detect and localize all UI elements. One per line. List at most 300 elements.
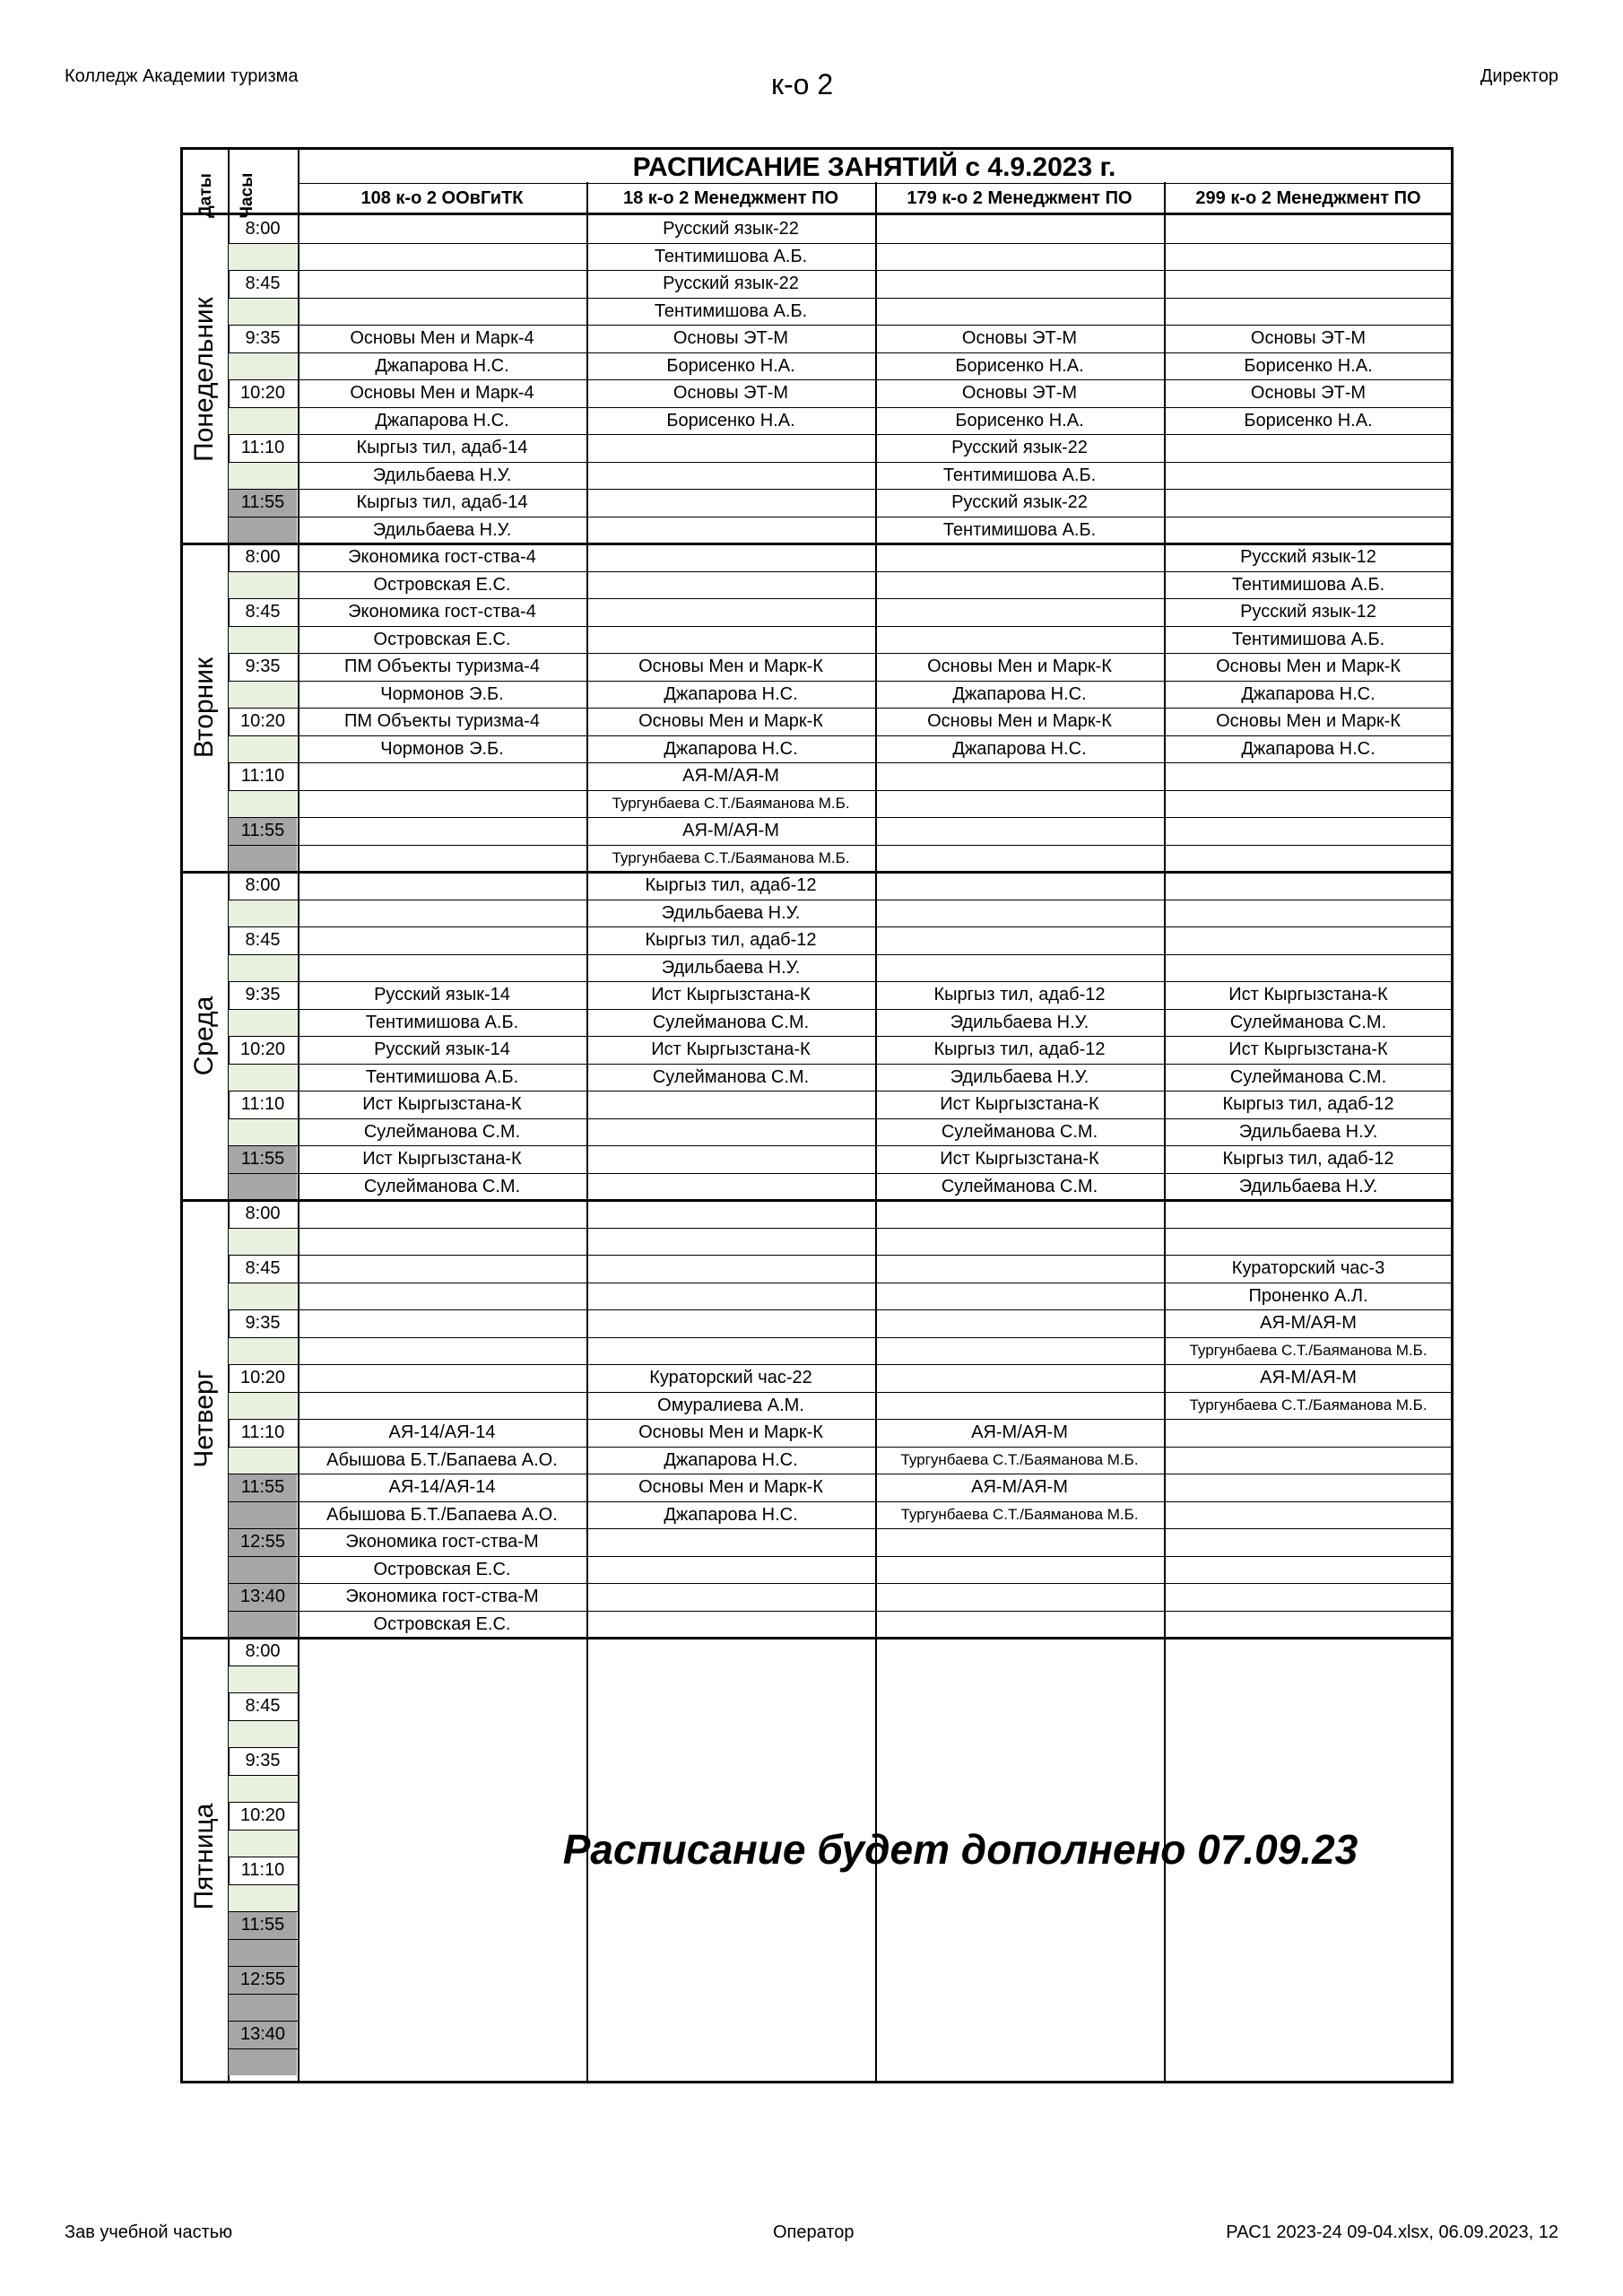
time-shade — [229, 900, 297, 927]
time-slot: 9:35 — [245, 328, 281, 348]
lesson-cell: Русский язык-22 — [663, 219, 799, 239]
lesson-cell — [298, 270, 586, 297]
lesson-cell: АЯ-М/АЯ-М — [1260, 1313, 1357, 1333]
lesson-cell: Островская Е.С. — [373, 629, 511, 649]
lesson-cell — [1164, 845, 1453, 872]
time-shade — [229, 2048, 297, 2076]
lesson-cell — [1164, 872, 1453, 899]
time-shade — [229, 1665, 297, 1693]
group-header-179: 179 к-о 2 Менеджмент ПО — [907, 188, 1133, 208]
lesson-cell: Ист Кыргызстана-К — [651, 1039, 811, 1059]
lesson-cell: Абышова Б.Т./Бапаева А.О. — [326, 1449, 558, 1470]
time-shade — [229, 1501, 297, 1529]
lesson-cell: Чормонов Э.Б. — [380, 738, 504, 759]
lesson-cell — [1164, 215, 1453, 242]
lesson-cell: Джапарова Н.С. — [1241, 683, 1376, 704]
time-slot: 10:20 — [239, 383, 286, 403]
lesson-cell: АЯ-М/АЯ-М — [971, 1422, 1068, 1442]
time-shade — [229, 954, 297, 982]
time-slot: 11:55 — [240, 1477, 285, 1497]
lesson-cell: Сулейманова С.М. — [941, 1176, 1098, 1196]
row-divider — [228, 1692, 298, 1693]
schedule-table — [180, 147, 1454, 2083]
lesson-cell — [586, 1309, 875, 1336]
lesson-cell — [1164, 1474, 1453, 1500]
lesson-cell: Основы ЭТ-М — [1250, 328, 1367, 348]
lesson-cell — [1164, 954, 1453, 981]
lesson-cell: АЯ-М/АЯ-М — [971, 1477, 1068, 1497]
lesson-cell — [586, 1337, 875, 1364]
lesson-cell — [298, 1255, 586, 1282]
lesson-cell: Ист Кыргызстана-К — [362, 1149, 522, 1169]
lesson-cell: Основы Мен и Марк-К — [638, 711, 823, 731]
lesson-cell: Тургунбаева С.Т./Баяманова М.Б. — [612, 848, 850, 866]
lesson-cell — [875, 544, 1164, 570]
row-divider — [228, 1720, 298, 1721]
lesson-cell — [875, 872, 1164, 899]
lesson-cell — [1164, 298, 1453, 325]
lesson-cell: Борисенко Н.А. — [666, 410, 795, 430]
lesson-cell — [875, 215, 1164, 242]
lesson-cell — [1164, 434, 1453, 461]
time-slot: 9:35 — [245, 657, 281, 676]
lesson-cell — [586, 434, 875, 461]
lesson-cell — [586, 1173, 875, 1200]
lesson-cell: Тургунбаева С.Т./Баяманова М.Б. — [900, 1505, 1139, 1523]
lesson-cell — [1164, 762, 1453, 789]
lesson-cell: Джапарова Н.С. — [952, 683, 1087, 704]
time-slot: 8:00 — [245, 547, 281, 567]
row-divider — [228, 1802, 298, 1803]
lesson-cell: ПМ Объекты туризма-4 — [344, 657, 540, 676]
lesson-cell — [1164, 517, 1453, 544]
lesson-cell: Эдильбаева Н.У. — [950, 1066, 1089, 1087]
lesson-cell — [875, 1255, 1164, 1282]
lesson-cell: Экономика гост-ства-М — [345, 1532, 539, 1552]
time-slot: 8:45 — [245, 602, 281, 622]
lesson-cell — [875, 1309, 1164, 1336]
lesson-cell: Борисенко Н.А. — [1244, 410, 1373, 430]
lesson-cell: Основы Мен и Марк-К — [638, 1422, 823, 1442]
lesson-cell: Сулейманова С.М. — [363, 1176, 521, 1196]
footer-head-of-studies: Зав учебной частью — [65, 2222, 233, 2242]
lesson-cell: Кыргыз тил, адаб-12 — [1222, 1149, 1394, 1169]
lesson-cell — [875, 762, 1164, 789]
lesson-cell: Тургунбаева С.Т./Баяманова М.Б. — [1189, 1396, 1428, 1413]
lesson-cell — [875, 298, 1164, 325]
time-slot: 8:45 — [245, 274, 281, 293]
lesson-cell: Основы ЭТ-М — [1250, 383, 1367, 403]
lesson-cell: Основы Мен и Марк-К — [638, 657, 823, 676]
lesson-cell — [586, 1255, 875, 1282]
group-header-18: 18 к-о 2 Менеджмент ПО — [622, 188, 839, 208]
lesson-cell — [298, 1228, 586, 1255]
day-label: Пятница — [189, 1803, 219, 1910]
time-slot: 11:10 — [240, 438, 285, 457]
lesson-cell: Островская Е.С. — [373, 574, 511, 595]
lesson-cell: Русский язык-22 — [663, 274, 799, 293]
time-shade — [229, 571, 297, 599]
time-slot: 11:55 — [240, 821, 285, 840]
time-shade — [229, 1994, 297, 2022]
lesson-cell — [586, 1228, 875, 1255]
lesson-cell — [586, 1528, 875, 1555]
row-divider — [228, 1830, 298, 1831]
lesson-cell — [586, 544, 875, 570]
time-shade — [229, 1884, 297, 1912]
lesson-cell: Тентимишова А.Б. — [365, 1066, 519, 1087]
lesson-cell — [1164, 817, 1453, 844]
lesson-cell: Сулейманова С.М. — [1229, 1012, 1387, 1032]
time-slot: 11:10 — [240, 1860, 285, 1880]
lesson-cell: Эдильбаева Н.У. — [1238, 1176, 1378, 1196]
time-shade — [229, 1009, 297, 1037]
lesson-cell: Джапарова Н.С. — [664, 683, 798, 704]
group-header-108: 108 к-о 2 ООвГиТК — [360, 188, 524, 208]
time-shade — [229, 517, 297, 544]
lesson-cell: Тургунбаева С.Т./Баяманова М.Б. — [1189, 1341, 1428, 1359]
lesson-cell: АЯ-14/АЯ-14 — [388, 1422, 496, 1442]
row-divider — [228, 1966, 298, 1967]
lesson-cell: Тентимишова А.Б. — [942, 519, 1097, 540]
lesson-cell: Основы ЭТ-М — [961, 383, 1078, 403]
lesson-cell: Основы Мен и Марк-К — [927, 711, 1112, 731]
lesson-cell — [298, 872, 586, 899]
day-divider — [183, 1637, 1451, 1639]
lesson-cell — [586, 598, 875, 625]
lesson-cell — [875, 845, 1164, 872]
lesson-cell: Кыргыз тил, адаб-12 — [645, 875, 817, 895]
lesson-cell: Сулейманова С.М. — [363, 1121, 521, 1142]
lesson-cell: Тентимишова А.Б. — [1231, 629, 1385, 649]
lesson-cell: Тентимишова А.Б. — [365, 1012, 519, 1032]
lesson-cell: Основы Мен и Марк-К — [638, 1477, 823, 1497]
friday-note: Расписание будет дополнено 07.09.23 — [562, 1826, 1358, 1873]
day-label: Понедельник — [189, 297, 219, 462]
lesson-cell: Тентимишова А.Б. — [654, 246, 808, 266]
lesson-cell — [875, 571, 1164, 598]
time-shade — [229, 681, 297, 709]
row-divider — [228, 1884, 298, 1885]
time-slot: 13:40 — [239, 2024, 286, 2044]
day-label: Среда — [189, 996, 219, 1076]
lesson-cell: Омуралиева А.М. — [657, 1395, 804, 1415]
lesson-cell — [1164, 1611, 1453, 1638]
lesson-cell — [298, 1200, 586, 1227]
lesson-cell: Ист Кыргызстана-К — [940, 1094, 1099, 1114]
lesson-cell: Основы Мен и Марк-К — [1216, 657, 1401, 676]
time-shade — [229, 1064, 297, 1091]
lesson-cell: Сулейманова С.М. — [652, 1012, 810, 1032]
lesson-cell: Основы ЭТ-М — [673, 383, 789, 403]
time-shade — [229, 352, 297, 380]
time-slot: 11:10 — [240, 766, 285, 786]
lesson-cell: Кураторский час-3 — [1231, 1258, 1385, 1278]
lesson-cell — [875, 1200, 1164, 1227]
lesson-cell: АЯ-14/АЯ-14 — [388, 1477, 496, 1497]
lesson-cell — [1164, 1583, 1453, 1610]
lesson-cell: Тентимишова А.Б. — [942, 465, 1097, 485]
row-divider — [228, 1994, 298, 1995]
lesson-cell — [298, 845, 586, 872]
lesson-cell — [298, 817, 586, 844]
lesson-cell: Ист Кыргызстана-К — [362, 1094, 522, 1114]
lesson-cell — [875, 598, 1164, 625]
lesson-cell — [298, 215, 586, 242]
lesson-cell — [298, 1337, 586, 1364]
lesson-cell: АЯ-М/АЯ-М — [1260, 1368, 1357, 1387]
lesson-cell — [875, 790, 1164, 817]
time-slot: 11:55 — [240, 1149, 285, 1169]
lesson-cell — [875, 1528, 1164, 1555]
time-shade — [229, 1447, 297, 1474]
footer-operator: Оператор — [773, 2222, 855, 2242]
lesson-cell: Джапарова Н.С. — [952, 738, 1087, 759]
lesson-cell: Русский язык-12 — [1240, 547, 1376, 567]
lesson-cell: Островская Е.С. — [373, 1613, 511, 1634]
lesson-cell: Эдильбаева Н.У. — [661, 902, 801, 923]
time-slot: 8:00 — [245, 875, 281, 895]
lesson-cell: Борисенко Н.А. — [1244, 355, 1373, 376]
lesson-cell: Сулейманова С.М. — [652, 1066, 810, 1087]
header-college-name: Колледж Академии туризма — [65, 66, 299, 86]
lesson-cell: Экономика гост-ства-М — [345, 1587, 539, 1606]
lesson-cell — [586, 1583, 875, 1610]
time-shade — [229, 626, 297, 654]
lesson-cell — [298, 762, 586, 789]
time-shade — [229, 462, 297, 490]
lesson-cell: Русский язык-22 — [951, 492, 1088, 512]
lesson-cell — [586, 462, 875, 489]
lesson-cell: Русский язык-14 — [374, 985, 510, 1004]
lesson-cell — [298, 1392, 586, 1419]
lesson-cell — [875, 926, 1164, 953]
lesson-cell: Ист Кыргызстана-К — [1228, 1039, 1388, 1059]
lesson-cell: АЯ-М/АЯ-М — [682, 766, 779, 786]
lesson-cell: Джапарова Н.С. — [375, 410, 509, 430]
lesson-cell — [875, 1337, 1164, 1364]
lesson-cell: Эдильбаева Н.У. — [661, 957, 801, 978]
lesson-cell — [875, 1583, 1164, 1610]
lesson-cell — [1164, 489, 1453, 516]
lesson-cell: Кыргыз тил, адаб-14 — [356, 438, 528, 457]
lesson-cell — [586, 1556, 875, 1583]
lesson-cell — [1164, 1501, 1453, 1528]
time-slot: 8:00 — [245, 1204, 281, 1223]
lesson-cell — [298, 243, 586, 270]
lesson-cell: Джапарова Н.С. — [664, 1449, 798, 1470]
time-slot: 10:20 — [239, 711, 286, 731]
time-slot: 11:10 — [240, 1094, 285, 1114]
lesson-cell: Эдильбаева Н.У. — [950, 1012, 1089, 1032]
lesson-cell — [1164, 1228, 1453, 1255]
lesson-cell: Ист Кыргызстана-К — [940, 1149, 1099, 1169]
lesson-cell — [1164, 900, 1453, 926]
lesson-cell — [1164, 1556, 1453, 1583]
row-divider — [228, 1665, 298, 1666]
time-shade — [229, 1720, 297, 1748]
lesson-cell — [875, 1228, 1164, 1255]
title-divider — [298, 183, 1451, 184]
lesson-cell — [1164, 1200, 1453, 1227]
lesson-cell — [586, 1091, 875, 1118]
time-slot: 11:10 — [240, 1422, 285, 1442]
lesson-cell — [586, 1200, 875, 1227]
time-slot: 8:45 — [245, 1258, 281, 1278]
lesson-cell: Эдильбаева Н.У. — [1238, 1121, 1378, 1142]
time-slot: 9:35 — [245, 1313, 281, 1333]
lesson-cell: Эдильбаева Н.У. — [372, 465, 512, 485]
lesson-cell: Основы Мен и Марк-К — [1216, 711, 1401, 731]
time-shade — [229, 735, 297, 763]
lesson-cell: Кыргыз тил, адаб-14 — [356, 492, 528, 512]
lesson-cell — [1164, 1447, 1453, 1474]
lesson-cell — [875, 1556, 1164, 1583]
lesson-cell: Сулейманова С.М. — [1229, 1066, 1387, 1087]
time-shade — [229, 1830, 297, 1857]
lesson-cell — [298, 954, 586, 981]
lesson-cell — [1164, 1419, 1453, 1446]
time-shade — [229, 243, 297, 271]
time-slot: 8:45 — [245, 930, 281, 950]
lesson-cell — [1164, 462, 1453, 489]
time-slot: 12:55 — [239, 1970, 286, 1989]
lesson-cell: Кыргыз тил, адаб-12 — [933, 985, 1106, 1004]
lesson-cell: Основы Мен и Марк-К — [927, 657, 1112, 676]
lesson-cell: Чормонов Э.Б. — [380, 683, 504, 704]
lesson-cell — [298, 298, 586, 325]
time-shade — [229, 1173, 297, 1201]
time-slot: 8:45 — [245, 1696, 281, 1716]
time-shade — [229, 1392, 297, 1420]
day-label: Четверг — [189, 1370, 219, 1468]
lesson-cell — [875, 243, 1164, 270]
row-divider — [228, 2048, 298, 2049]
lesson-cell — [586, 626, 875, 653]
lesson-cell: Кураторский час-22 — [649, 1368, 812, 1387]
lesson-cell: Экономика гост-ства-4 — [348, 602, 536, 622]
lesson-cell — [586, 1283, 875, 1309]
lesson-cell — [875, 1364, 1164, 1391]
time-slot: 10:20 — [239, 1805, 286, 1825]
lesson-cell: Островская Е.С. — [373, 1559, 511, 1579]
row-divider — [228, 1939, 298, 1940]
lesson-cell — [875, 1611, 1164, 1638]
hours-column-header: Часы — [238, 172, 256, 219]
lesson-cell: Борисенко Н.А. — [955, 410, 1084, 430]
lesson-cell — [875, 900, 1164, 926]
dates-column-header: Даты — [196, 173, 215, 218]
lesson-cell: Тургунбаева С.Т./Баяманова М.Б. — [900, 1450, 1139, 1468]
lesson-cell: Ист Кыргызстана-К — [1228, 985, 1388, 1004]
lesson-cell — [298, 1309, 586, 1336]
time-slot: 8:00 — [245, 1641, 281, 1661]
lesson-cell — [586, 571, 875, 598]
lesson-cell — [1164, 1528, 1453, 1555]
lesson-cell — [298, 1364, 586, 1391]
time-slot: 9:35 — [245, 985, 281, 1004]
row-divider — [228, 1911, 298, 1912]
lesson-cell: Джапарова Н.С. — [664, 1504, 798, 1525]
lesson-cell — [875, 1283, 1164, 1309]
time-shade — [229, 1337, 297, 1365]
group-header-299: 299 к-о 2 Менеджмент ПО — [1195, 188, 1421, 208]
time-shade — [229, 1118, 297, 1146]
time-slot: 10:20 — [239, 1039, 286, 1059]
lesson-cell: Кыргыз тил, адаб-12 — [933, 1039, 1106, 1059]
lesson-cell — [1164, 243, 1453, 270]
row-divider — [228, 1775, 298, 1776]
lesson-cell: Основы Мен и Марк-4 — [350, 328, 534, 348]
lesson-cell: Абышова Б.Т./Бапаева А.О. — [326, 1504, 558, 1525]
time-slot: 9:35 — [245, 1751, 281, 1770]
lesson-cell: АЯ-М/АЯ-М — [682, 821, 779, 840]
time-slot: 11:55 — [240, 492, 285, 512]
lesson-cell — [1164, 790, 1453, 817]
lesson-cell: Русский язык-12 — [1240, 602, 1376, 622]
lesson-cell: Русский язык-22 — [951, 438, 1088, 457]
lesson-cell — [586, 1145, 875, 1172]
lesson-cell: Проненко А.Л. — [1248, 1285, 1368, 1306]
time-shade — [229, 1283, 297, 1310]
lesson-cell: Кыргыз тил, адаб-12 — [1222, 1094, 1394, 1114]
lesson-cell — [298, 900, 586, 926]
time-slot: 10:20 — [239, 1368, 286, 1387]
lesson-cell: Джапарова Н.С. — [375, 355, 509, 376]
lesson-cell: Основы ЭТ-М — [673, 328, 789, 348]
lesson-cell: Основы ЭТ-М — [961, 328, 1078, 348]
lesson-cell — [875, 954, 1164, 981]
lesson-cell: Тентимишова А.Б. — [654, 300, 808, 321]
lesson-cell: Тентимишова А.Б. — [1231, 574, 1385, 595]
header-director: Директор — [1480, 66, 1558, 86]
lesson-cell: Джапарова Н.С. — [664, 738, 798, 759]
time-slot: 12:55 — [239, 1532, 286, 1552]
lesson-cell — [875, 626, 1164, 653]
row-divider — [228, 1747, 298, 1748]
lesson-cell: Основы Мен и Марк-4 — [350, 383, 534, 403]
lesson-cell — [586, 1611, 875, 1638]
time-slot: 13:40 — [239, 1587, 286, 1606]
time-shade — [229, 1556, 297, 1584]
lesson-cell: Кыргыз тил, адаб-12 — [645, 930, 817, 950]
lesson-cell: Ист Кыргызстана-К — [651, 985, 811, 1004]
lesson-cell: Борисенко Н.А. — [666, 355, 795, 376]
lesson-cell: Экономика гост-ства-4 — [348, 547, 536, 567]
schedule-title: РАСПИСАНИЕ ЗАНЯТИЙ с 4.9.2023 г. — [632, 152, 1116, 182]
time-shade — [229, 790, 297, 818]
time-shade — [229, 845, 297, 873]
day-label: Вторник — [189, 657, 219, 759]
lesson-cell: Джапарова Н.С. — [1241, 738, 1376, 759]
time-slot: 8:00 — [245, 219, 281, 239]
lesson-cell: Борисенко Н.А. — [955, 355, 1084, 376]
lesson-cell — [586, 517, 875, 544]
lesson-cell — [298, 1283, 586, 1309]
lesson-cell — [586, 1118, 875, 1145]
time-shade — [229, 298, 297, 326]
header-building: к-о 2 — [771, 68, 834, 100]
time-shade — [229, 1939, 297, 1967]
lesson-cell — [586, 489, 875, 516]
lesson-cell — [875, 270, 1164, 297]
time-shade — [229, 1228, 297, 1256]
lesson-cell — [875, 817, 1164, 844]
time-shade — [229, 407, 297, 435]
time-shade — [229, 1775, 297, 1803]
lesson-cell: Эдильбаева Н.У. — [372, 519, 512, 540]
footer-file-info: РАС1 2023-24 09-04.xlsx, 06.09.2023, 12 — [1226, 2222, 1558, 2242]
